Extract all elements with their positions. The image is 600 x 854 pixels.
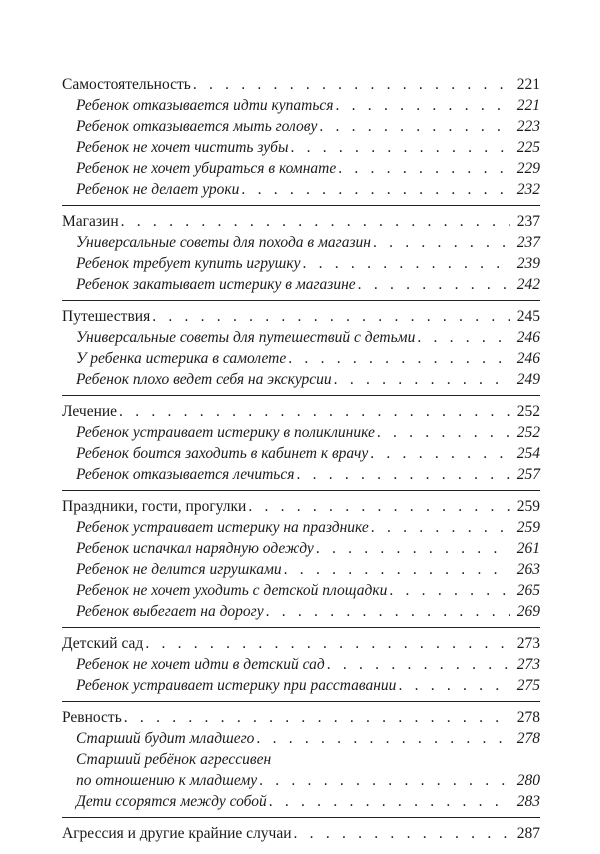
toc-entry-title: Путешествия (62, 308, 151, 325)
toc-entry-title: Агрессия и другие крайние случаи (62, 825, 292, 842)
toc-page-number: 254 (516, 445, 540, 462)
dot-leader (370, 443, 510, 464)
dot-leader (417, 327, 510, 348)
toc-entry[interactable] (62, 232, 540, 253)
toc-entry[interactable] (62, 728, 540, 749)
toc-entry[interactable] (62, 654, 540, 675)
toc-page-number: 223 (516, 118, 540, 135)
toc-entry-title: У ребенка истерика в самолете (76, 350, 287, 367)
toc-page-number: 261 (516, 540, 540, 557)
toc-entry-title: Ребенок отказывается мыть голову (76, 118, 318, 135)
toc-page-number: 229 (516, 160, 540, 177)
toc-entry[interactable] (62, 517, 540, 538)
toc-entry-title: Ребенок отказывается лечиться (76, 466, 295, 483)
toc-entry[interactable] (62, 327, 540, 348)
dot-leader (241, 179, 510, 200)
toc-chapter[interactable] (62, 211, 540, 232)
dot-leader (398, 675, 510, 696)
toc-entry-title: Самостоятельность (62, 76, 191, 93)
toc-entry[interactable] (62, 95, 540, 116)
toc-page-number: 239 (516, 255, 540, 272)
dot-leader (358, 274, 510, 295)
toc-entry[interactable] (62, 749, 540, 770)
toc-entry-title: Ребенок не хочет убираться в комнате (76, 160, 337, 177)
toc-entry-title: Ребенок плохо ведет себя на экскурсии (76, 371, 332, 388)
toc-page-number: 252 (516, 403, 540, 420)
dot-leader (294, 823, 510, 844)
toc-entry[interactable] (62, 443, 540, 464)
toc-entry[interactable] (62, 274, 540, 295)
toc-entry-title: Ребенок не делится игрушками (76, 561, 282, 578)
toc-page-number: 278 (516, 709, 540, 726)
toc-section (62, 74, 540, 206)
dot-leader (371, 517, 510, 538)
toc-entry[interactable] (62, 348, 540, 369)
dot-leader (193, 74, 510, 95)
toc-chapter[interactable] (62, 401, 540, 422)
dot-leader (316, 538, 510, 559)
toc-entry-title: Ребенок устраивает истерику на празднике (76, 519, 369, 536)
toc-entry-title: Праздники, гости, прогулки (62, 498, 247, 515)
toc-page-number: 237 (516, 234, 540, 251)
toc-page-number: 246 (516, 350, 540, 367)
toc-page-number: 232 (516, 181, 540, 198)
toc-entry-title: Ребенок испачкал нарядную одежду (76, 540, 314, 557)
toc-section (62, 401, 540, 491)
toc-entry[interactable] (62, 464, 540, 485)
toc-entry-title: Универсальные советы для путешествий с детьми (76, 329, 416, 346)
dot-leader (296, 464, 510, 485)
dot-leader (119, 401, 510, 422)
toc-entry-title: Детский сад (62, 635, 144, 652)
toc-page-number: 265 (516, 582, 540, 599)
dot-leader (373, 232, 510, 253)
dot-leader (124, 707, 510, 728)
toc-section (62, 823, 540, 849)
toc-page-number: 257 (516, 466, 540, 483)
toc-chapter[interactable] (62, 823, 540, 844)
toc-entry-title: Лечение (62, 403, 118, 420)
dot-leader (327, 654, 510, 675)
dot-leader (377, 422, 510, 443)
toc-entry[interactable] (62, 675, 540, 696)
toc-entry[interactable] (62, 422, 540, 443)
dot-leader (302, 253, 510, 274)
toc-entry-title: Ребенок устраивает истерику при расставании (76, 677, 397, 694)
toc-chapter[interactable] (62, 496, 540, 517)
table-of-contents (62, 74, 540, 854)
toc-page-number: 242 (516, 276, 540, 293)
dot-leader (284, 559, 510, 580)
toc-entry-title: Ребенок не хочет идти в детский сад (76, 656, 325, 673)
toc-page-number: 225 (516, 139, 540, 156)
toc-entry-title: Ребенок выбегает на дорогу (76, 603, 264, 620)
toc-page-number: 263 (516, 561, 540, 578)
toc-page-number: 273 (516, 635, 540, 652)
dot-leader (256, 728, 510, 749)
toc-entry[interactable] (62, 791, 540, 812)
toc-page-number: 259 (516, 498, 540, 515)
dot-leader (319, 116, 510, 137)
toc-entry-title: Ребенок требует купить игрушку (76, 255, 301, 272)
toc-section (62, 633, 540, 702)
toc-entry[interactable] (62, 770, 540, 791)
toc-entry-title: Старший будит младшего (76, 730, 255, 747)
toc-page-number: 246 (516, 329, 540, 346)
toc-entry[interactable] (62, 538, 540, 559)
toc-page-number: 278 (516, 730, 540, 747)
toc-page-number: 287 (516, 825, 540, 842)
toc-chapter[interactable] (62, 707, 540, 728)
toc-page-number: 221 (516, 76, 540, 93)
dot-leader (389, 580, 510, 601)
toc-entry-title: Ребенок боится заходить в кабинет к врачу (76, 445, 369, 462)
toc-page-number: 275 (516, 677, 540, 694)
dot-leader (259, 770, 510, 791)
dot-leader (288, 348, 510, 369)
toc-entry-title: Магазин (62, 213, 119, 230)
toc-section (62, 306, 540, 396)
dot-leader (121, 211, 510, 232)
toc-entry[interactable] (62, 116, 540, 137)
toc-section (62, 707, 540, 818)
toc-page-number: 245 (516, 308, 540, 325)
toc-page-number: 283 (516, 793, 540, 810)
dot-leader (152, 306, 510, 327)
toc-entry[interactable] (62, 179, 540, 200)
toc-entry-title: Дети ссорятся между собой (76, 793, 267, 810)
toc-page-number: 221 (516, 97, 540, 114)
toc-chapter[interactable] (62, 633, 540, 654)
toc-page-number: 269 (516, 603, 540, 620)
toc-page-number: 249 (516, 371, 540, 388)
toc-entry-title: Ребенок закатывает истерику в магазине (76, 276, 356, 293)
toc-entry-title: Ребенок устраивает истерику в поликлинике (76, 424, 375, 441)
toc-page-number: 273 (516, 656, 540, 673)
toc-page-number: 280 (516, 772, 540, 789)
toc-entry[interactable] (62, 559, 540, 580)
dot-leader (334, 369, 510, 390)
dot-leader (248, 496, 510, 517)
toc-entry[interactable] (62, 580, 540, 601)
dot-leader (290, 137, 510, 158)
toc-entry[interactable] (62, 137, 540, 158)
toc-entry[interactable] (62, 601, 540, 622)
toc-entry-title: Ребенок не хочет чистить зубы (76, 139, 289, 156)
toc-page-number: 252 (516, 424, 540, 441)
toc-entry-title: Ревность (62, 709, 122, 726)
dot-leader (145, 633, 510, 654)
toc-chapter[interactable] (62, 74, 540, 95)
toc-chapter[interactable] (62, 306, 540, 327)
toc-section (62, 496, 540, 628)
toc-page-number: 237 (516, 213, 540, 230)
toc-entry-title: Универсальные советы для похода в магазин (76, 234, 371, 251)
toc-entry[interactable] (62, 158, 540, 179)
dot-leader (336, 95, 511, 116)
dot-leader (266, 601, 510, 622)
toc-entry-title: Старший ребёнок агрессивен (76, 751, 272, 768)
toc-entry[interactable] (62, 369, 540, 390)
toc-entry-title: Ребенок отказывается идти купаться (76, 97, 334, 114)
toc-entry-title: Ребенок не хочет уходить с детской площадки (76, 582, 388, 599)
dot-leader (269, 791, 510, 812)
dot-leader (338, 158, 510, 179)
toc-section (62, 211, 540, 301)
toc-entry-title: Ребенок не делает уроки (76, 181, 240, 198)
toc-entry-title: по отношению к младшему (76, 772, 258, 789)
toc-entry[interactable] (62, 253, 540, 274)
toc-page-number: 259 (516, 519, 540, 536)
